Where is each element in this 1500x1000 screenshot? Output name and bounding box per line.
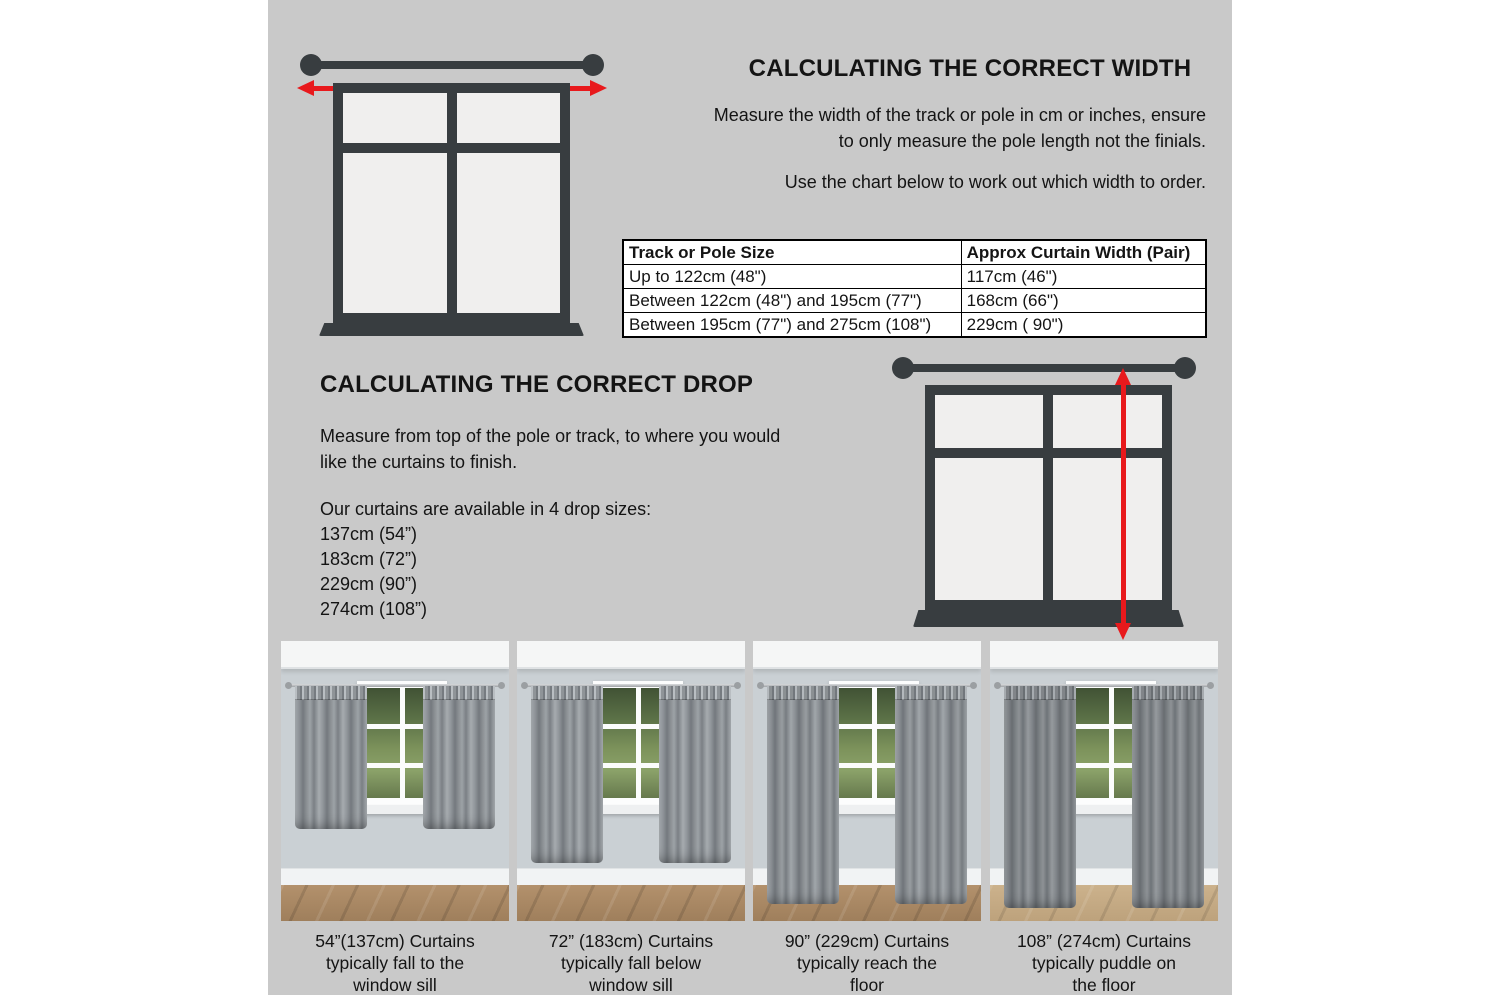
drop-size-item: 137cm (54”)	[320, 524, 418, 544]
ceiling-molding	[753, 641, 981, 669]
ceiling-molding	[990, 641, 1218, 669]
caption-line: typically fall below	[560, 953, 702, 973]
curtain-panel-left	[767, 686, 839, 904]
curtain-panel-left	[1004, 686, 1076, 908]
curtain-photo-72in	[517, 641, 745, 921]
curtain-measuring-guide	[268, 0, 1232, 995]
curtain-photo-90in	[753, 641, 981, 921]
caption-line: 54”(137cm) Curtains	[315, 931, 475, 951]
drop-size-item: 274cm (108”)	[320, 599, 428, 619]
drop-intro-text	[320, 423, 780, 475]
col-header-track-size: Track or Pole Size	[623, 240, 961, 265]
drop-intro-line: like the curtains to finish.	[320, 452, 518, 472]
window-pane	[343, 93, 447, 143]
caption-line: window sill	[589, 975, 673, 995]
caption-line: the floor	[1072, 975, 1136, 995]
window-pane	[1053, 395, 1162, 448]
caption-line: 108” (274cm) Curtains	[1016, 931, 1192, 951]
curtain-photo-108in	[990, 641, 1218, 921]
drop-size-item: 229cm (90”)	[320, 574, 418, 594]
curtain-panel-right	[1132, 686, 1204, 908]
caption-line: window sill	[353, 975, 437, 995]
caption-line: 72” (183cm) Curtains	[548, 931, 714, 951]
photo-caption	[753, 930, 981, 995]
table-row	[623, 289, 1206, 313]
window-pane	[457, 93, 560, 143]
photo-caption	[990, 930, 1218, 995]
curtain-pole-graphic	[306, 61, 598, 69]
drop-section-title: CALCULATING THE CORRECT DROP	[320, 371, 754, 398]
wood-floor	[517, 885, 745, 921]
window-sill-graphic	[319, 323, 584, 336]
ceiling-molding	[281, 641, 509, 669]
window-pane	[1053, 458, 1162, 600]
col-header-curtain-width: Approx Curtain Width (Pair)	[961, 240, 1206, 265]
drop-arrow-icon	[1121, 384, 1126, 624]
window-pane	[935, 458, 1043, 600]
photo-caption	[517, 930, 745, 995]
drop-sizes-list	[320, 497, 651, 622]
curtain-photo-54in	[281, 641, 509, 921]
table-cell: Up to 122cm (48")	[623, 265, 961, 289]
caption-line: typically puddle on	[1032, 953, 1176, 973]
ceiling-molding	[517, 641, 745, 669]
table-header-row	[623, 240, 1206, 265]
width-intro-text	[714, 102, 1206, 154]
window-graphic-drop	[925, 385, 1172, 610]
curtain-panel-right	[423, 686, 495, 829]
table-cell: 117cm (46")	[961, 265, 1206, 289]
photo-caption	[281, 930, 509, 995]
table-row	[623, 313, 1206, 338]
wood-floor	[281, 885, 509, 921]
width-chart-hint: Use the chart below to work out which width to order.	[784, 172, 1206, 192]
width-chart-table	[622, 239, 1207, 338]
curtain-pole-graphic	[898, 364, 1190, 372]
caption-line: typically reach the	[796, 953, 938, 973]
table-cell: 229cm ( 90")	[961, 313, 1206, 338]
drop-intro-line: Measure from top of the pole or track, to where you would	[320, 426, 781, 446]
width-intro-line: to only measure the pole length not the finials.	[838, 131, 1206, 151]
curtain-panel-right	[895, 686, 967, 904]
width-section-title: CALCULATING THE CORRECT WIDTH	[748, 55, 1192, 82]
window-pane	[935, 395, 1043, 448]
drop-sizes-label: Our curtains are available in 4 drop sizes:	[320, 499, 652, 519]
curtain-panel-left	[295, 686, 367, 829]
table-cell: Between 195cm (77") and 275cm (108")	[623, 313, 961, 338]
window-pane	[343, 153, 447, 313]
curtain-panel-right	[659, 686, 731, 863]
window-graphic-width	[333, 83, 570, 323]
width-intro-line: Measure the width of the track or pole in cm or inches, ensure	[713, 105, 1206, 125]
curtain-panel-left	[531, 686, 603, 863]
window-pane	[457, 153, 560, 313]
caption-line: typically fall to the	[325, 953, 465, 973]
caption-line: 90” (229cm) Curtains	[784, 931, 950, 951]
drop-size-item: 183cm (72”)	[320, 549, 418, 569]
window-sill-graphic	[913, 610, 1184, 627]
table-cell: Between 122cm (48") and 195cm (77")	[623, 289, 961, 313]
table-cell: 168cm (66")	[961, 289, 1206, 313]
table-row	[623, 265, 1206, 289]
caption-line: floor	[849, 975, 885, 995]
